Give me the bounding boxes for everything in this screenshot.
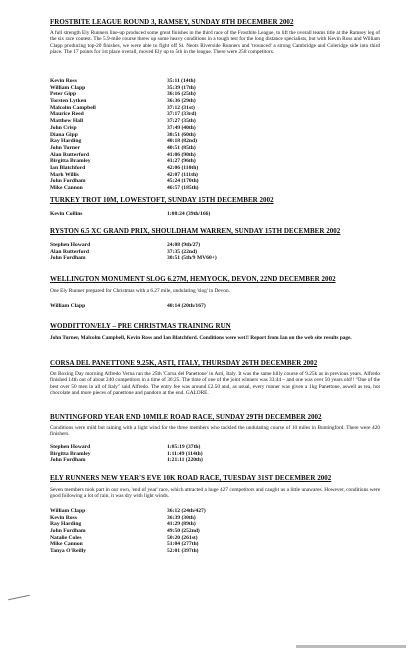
runner-name: William Clapp [50,303,86,309]
runner-name: Kevin Ross [50,514,77,521]
runner-time: 1:21:11 (220th) [167,457,203,464]
runner-name: Birgitta Bramley [50,450,91,457]
heading-wodditton-ely: WODDITTON/ELY – PRE CHRISTMAS TRAINING RUN [50,322,231,330]
runner-name: John Fordham [50,178,86,185]
runner-time: 36:12 (24th/427) [167,508,206,514]
runner-time: 40:51 (85th) [167,144,196,151]
heading-buntingford: BUNTINGFORD YEAR END 10MILE ROAD RACE, SUNDAY 29TH DECEMBER 2002 [50,413,322,421]
runner-name: John Fordham [50,528,86,535]
runner-time: 37:12 (31st) [167,104,195,111]
runner-name: Ray Harding [50,138,82,145]
runner-name: Ian Blatchford [50,164,86,171]
runner-time: 37:17 (33rd) [167,111,197,118]
heading-corsa-del-panettone: CORSA DEL PANETTONE 9.25K, ASTI, ITALY, THURSDAY 26TH DECEMBER 2002 [50,359,318,367]
runner-name: Malcolm Campbell [50,104,96,111]
runner-time: 36:36 (29th) [167,98,196,105]
runner-name: John Turner [50,144,81,151]
runner-time: 50:20 (261st) [167,534,198,541]
runner-name: Peter Gipp [50,91,77,98]
runner-name: Mike Cannon [50,185,83,191]
paragraph-frostbite-league: A full strength Ely Runners line-up produced some great finishes in the third race of the Frostbite League, to lift the overall teams title at the Ramsey leg of the six race contest. The 5.9-mile course threw up some heavy conditions in a tough test for the long distance specialists, but with Kevin Ross and William Clapp producing top-20 finishes, we were able to fight off St. Neots Riverside Runners and 'trounced' a strong Cambridge and Coleridge side into third place. The 17 points for 1st place overall, moved Ely up to 5th in the league. There were 258 competitors. [50,30,380,56]
runner-time: 1:08:24 (39th/166) [167,211,211,217]
runner-time: 41:06 (90th) [167,151,196,158]
runner-time: 30:51 (5th/9 MV60+) [167,255,217,262]
paragraph-wodditton-ely: John Turner, Malcolm Campbell, Kevin Ross and Ian Blatchford. Conditions were wet!! Report from Ian on the web site results page. [50,335,352,341]
runner-name: John Crisp [50,124,77,131]
runner-time: 38:51 (60th) [167,131,196,138]
scan-mark [8,595,30,601]
runner-name: Diana Gipp [50,131,78,138]
runner-name: William Clapp [50,84,86,91]
runner-name: Ray Harding [50,521,82,528]
runner-name: John Fordham [50,457,86,464]
runner-name: Natalie Coles [50,534,82,541]
runner-time: 37:49 (40th) [167,124,196,131]
runner-time: 40:14 (20th/167) [167,303,206,309]
runner-name: Stephen Howard [50,444,91,450]
runner-name: Torsten Lytken [50,98,87,105]
runner-time: 41:27 (96th) [167,158,196,165]
runner-time: 49:50 (252nd) [167,528,200,535]
runner-time: 35:11 (14th) [167,78,196,84]
runner-time: 52:01 (397th) [167,548,199,555]
heading-ryston-xc: RYSTON 6.5 XC GRAND PRIX, SHOULDHAM WARREN, SUNDAY 15TH DECEMBER 2002 [50,227,341,235]
paragraph-buntingford: Conditions were mild but raining with a light wind for the three members who tackled the undulating course of 10 miles in Buntingford. There were 420 finishers. [50,425,380,438]
runner-time: 37:27 (35th) [167,118,196,125]
paragraph-ely-new-years-eve: Seven members took part in our own, 'end of year' race, which attracted a huge 427 competitors and caught us a little unawares. However, conditions were good following a lot of rain, it was dry with light winds. [50,487,380,500]
runner-time: 51:04 (277th) [167,541,199,548]
runner-name: Alan Rutterford [50,248,89,255]
runner-name: Stephen Howard [50,242,91,248]
runner-time: 41:29 (89th) [167,521,196,528]
runner-time: 42:06 (110th) [167,164,199,171]
runner-time: 42:07 (111th) [167,171,198,178]
runner-time: 45:24 (170th) [167,178,199,185]
heading-frostbite-league: FROSTBITE LEAGUE ROUND 3, RAMSEY, SUNDAY 8TH DECEMBER 2002 [50,18,294,26]
runner-time: 37:35 (22nd) [167,248,197,255]
runner-name: Mark Willis [50,171,79,178]
runner-name: Birgitta Bramley [50,158,91,165]
paragraph-wellington-monument: One Ely Runner prepared for Christmas with a 6.27 mile, undulating 'slog' in Devon. [50,288,230,294]
runner-name: Maurice Reed [50,111,84,118]
runner-name: Kevin Ross [50,78,77,84]
runner-name: John Fordham [50,255,86,262]
runner-time: 35:39 (17th) [167,84,196,91]
runner-time: 1:11:49 (114th) [167,450,203,457]
runner-name: William Clapp [50,508,86,514]
runner-name: Mike Cannon [50,541,83,548]
runner-name: Matthew Hall [50,118,84,125]
heading-wellington-monument: WELLINGTON MONUMENT SLOG 6.27M, HEMYOCK, DEVON, 22ND DECEMBER 2002 [50,275,336,283]
runner-time: 36:39 (30th) [167,514,196,521]
runner-time: 46:57 (185th) [167,185,199,191]
runner-time: 40:18 (82nd) [167,138,197,145]
runner-name: Kevin Collins [50,211,83,217]
heading-ely-new-years-eve: ELY RUNNERS NEW YEAR'S EVE 10K ROAD RACE, TUESDAY 31ST DECEMBER 2002 [50,474,332,482]
runner-time: 36:16 (25th) [167,91,196,98]
runner-time: 24:08 (9th/27) [167,242,201,248]
paragraph-corsa-del-panettone: On Boxing Day morning Alfredo Verna ran the 25th 'Corsa del Panettone' in Asti, Italy. It was the same hilly course of 9.25k as in previous years. Alfredo finished 14th out of about 240 competitors in a time of 36:25. The time of one of the joint winners was 33:44 – and one was over 50 years old!! "One of the best over 50 men in all of Italy" said Alfredo. The entry fee was around £2.50 and, as usual, every runner was given a 1kg Panettone, aswell as tea, hot chocolate and more pieces of panettone and pandoro at the end. GALORE. [50,371,380,397]
runner-name: Alan Rutterford [50,151,89,158]
scan-edge-shadow [296,645,406,648]
runner-name: Tanya O'Reilly [50,548,87,555]
heading-turkey-trot: TURKEY TROT 10M, LOWESTOFT, SUNDAY 15TH DECEMBER 2002 [50,196,274,204]
runner-time: 1:05:19 (37th) [167,444,201,450]
